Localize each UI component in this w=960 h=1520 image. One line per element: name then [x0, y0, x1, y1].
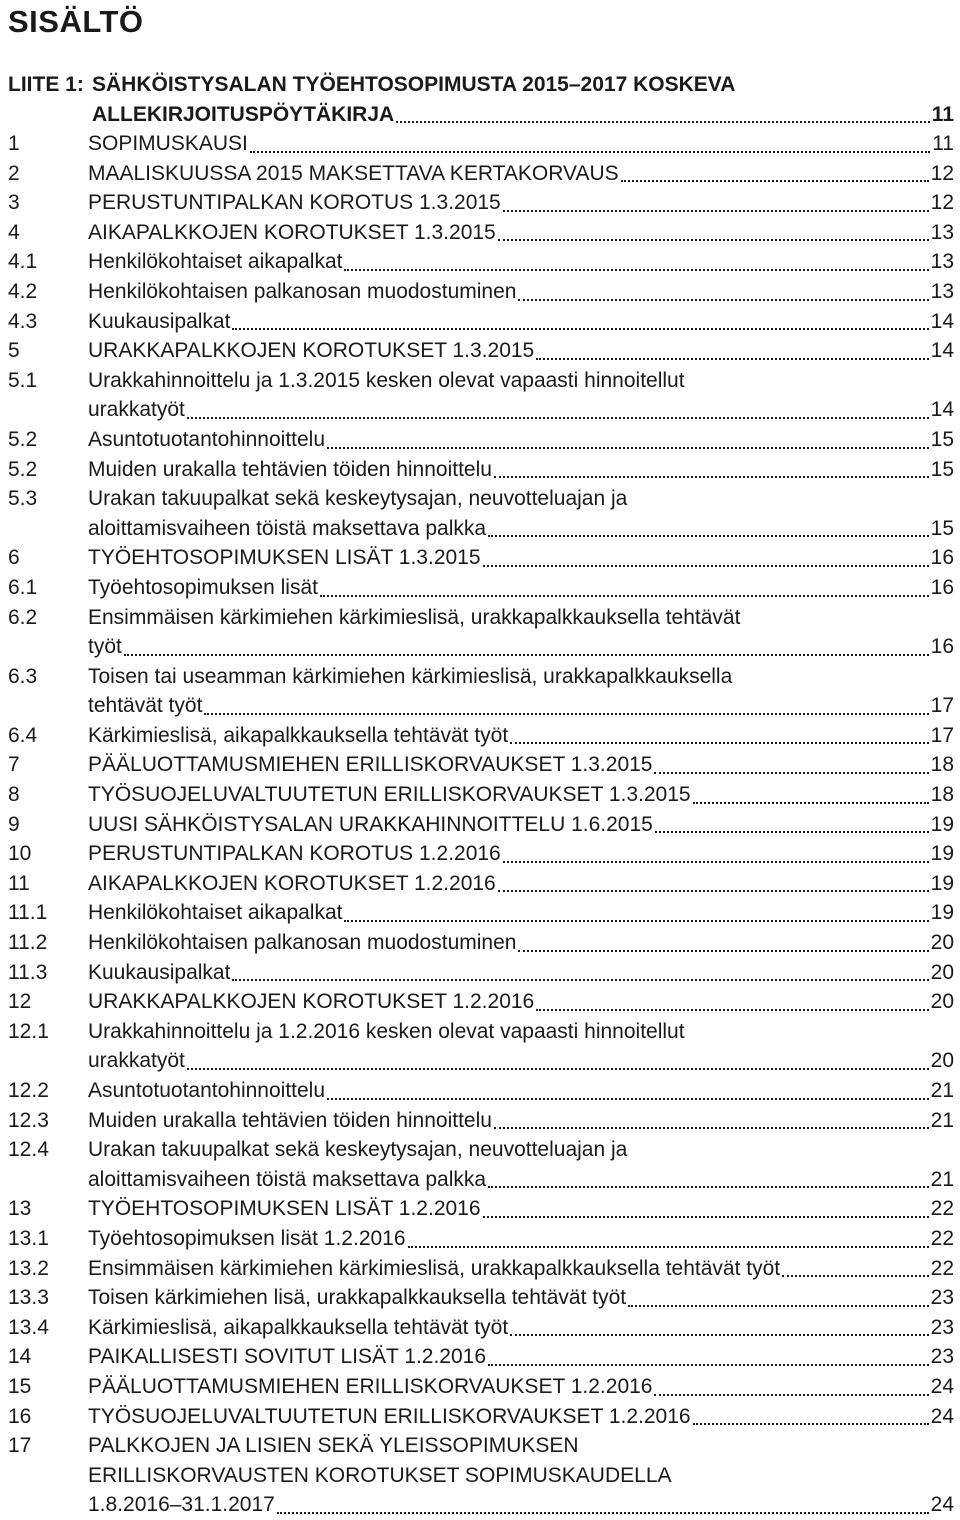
toc-page-number: 13	[930, 279, 954, 303]
toc-entry-title: Asuntotuotantohinnoittelu	[88, 427, 326, 451]
toc-entry-title: PERUSTUNTIPALKAN KOROTUS 1.2.2016	[88, 842, 501, 866]
toc-entry[interactable]	[8, 1283, 954, 1313]
toc-entry[interactable]	[8, 455, 954, 485]
toc-entry-number: 16	[8, 1404, 32, 1428]
toc-page-number: 20	[930, 960, 954, 984]
dot-leader	[498, 890, 929, 892]
page-title: SISÄLTÖ	[8, 4, 144, 39]
table-of-contents	[8, 129, 954, 1520]
toc-entry-number: 4.3	[8, 309, 38, 333]
toc-entry-title: Urakan takuupalkat sekä keskeytysajan, neuvotteluajan ja	[88, 1138, 628, 1162]
toc-page-number: 15	[930, 427, 954, 451]
toc-entry[interactable]	[8, 839, 954, 869]
toc-entry[interactable]	[8, 987, 954, 1017]
dot-leader	[327, 1098, 929, 1100]
toc-page-number: 22	[930, 1256, 954, 1280]
toc-page-number: 16	[930, 546, 954, 570]
toc-entry-number: 5.3	[8, 487, 38, 511]
toc-entry-title: PAIKALLISESTI SOVITUT LISÄT 1.2.2016	[88, 1345, 487, 1369]
dot-leader	[187, 417, 929, 419]
toc-page-number: 19	[930, 871, 954, 895]
toc-page-number: 13	[930, 220, 954, 244]
dot-leader	[494, 1127, 929, 1129]
toc-entry-title: 1.8.2016–31.1.2017	[88, 1493, 275, 1517]
toc-entry-title: Toisen tai useamman kärkimiehen kärkimieslisä, urakkapalkkauksella	[88, 664, 733, 688]
toc-entry[interactable]	[8, 958, 954, 988]
dot-leader	[408, 1246, 929, 1248]
toc-page-number: 13	[930, 250, 954, 274]
dot-leader	[654, 1394, 928, 1396]
toc-entry[interactable]	[8, 484, 954, 543]
toc-entry-number: 6.2	[8, 605, 38, 629]
toc-entry[interactable]	[8, 543, 954, 573]
toc-page-number: 23	[930, 1315, 954, 1339]
dot-leader	[250, 151, 930, 153]
toc-page-number: 17	[930, 723, 954, 747]
toc-page-number: 22	[930, 1197, 954, 1221]
toc-entry-title: Muiden urakalla tehtävien töiden hinnoittelu	[88, 457, 492, 481]
dot-leader	[344, 269, 928, 271]
toc-entry-title: Kärkimieslisä, aikapalkkauksella tehtävät työt	[88, 723, 509, 747]
toc-entry[interactable]	[8, 336, 954, 366]
toc-page-number: 24	[930, 1493, 954, 1517]
toc-page-number: 21	[930, 1167, 954, 1191]
toc-entry-title: Henkilökohtaisen palkanosan muodostuminen	[88, 279, 517, 303]
toc-entry-title: Urakkahinnoittelu ja 1.2.2016 kesken olevat vapaasti hinnoitellut	[88, 1019, 685, 1043]
dot-leader	[327, 447, 929, 449]
toc-entry-number: 11.1	[8, 901, 48, 925]
dot-leader	[344, 920, 928, 922]
toc-entry[interactable]	[8, 247, 954, 277]
toc-entry-number: 13.3	[8, 1286, 49, 1310]
dot-leader	[320, 595, 929, 597]
dot-leader	[396, 121, 930, 123]
toc-entry-title: tehtävät työt	[88, 694, 203, 718]
toc-entry[interactable]	[8, 1402, 954, 1432]
toc-page-number: 16	[930, 635, 954, 659]
toc-entry[interactable]	[8, 188, 954, 218]
dot-leader	[232, 979, 928, 981]
toc-entry-title: työt	[88, 635, 122, 659]
toc-entry-number: 6	[8, 546, 20, 570]
toc-entry-title: PERUSTUNTIPALKAN KOROTUS 1.3.2015	[88, 191, 501, 215]
toc-entry-title: URAKKAPALKKOJEN KOROTUKSET 1.3.2015	[88, 339, 535, 363]
toc-entry-number: 9	[8, 812, 20, 836]
toc-page-number: 18	[930, 753, 954, 777]
toc-entry[interactable]	[8, 721, 954, 751]
toc-page-number: 16	[930, 575, 954, 599]
toc-entry[interactable]	[8, 869, 954, 899]
toc-entry[interactable]	[8, 1106, 954, 1136]
toc-entry-number: 12.3	[8, 1108, 49, 1132]
toc-entry-title: Kärkimieslisä, aikapalkkauksella tehtävät työt	[88, 1315, 509, 1339]
dot-leader	[621, 180, 929, 182]
toc-entry[interactable]	[8, 1135, 954, 1194]
dot-leader	[536, 1009, 928, 1011]
toc-entry-title: PÄÄLUOTTAMUSMIEHEN ERILLISKORVAUKSET 1.2.2016	[88, 1374, 653, 1398]
toc-entry-number: 10	[8, 842, 32, 866]
toc-entry-number: 13	[8, 1197, 32, 1221]
toc-entry-number: 13.2	[8, 1256, 49, 1280]
toc-entry-title: PALKKOJEN JA LISIEN SEKÄ YLEISSOPIMUKSEN	[88, 1434, 579, 1458]
toc-entry[interactable]	[8, 1194, 954, 1224]
dot-leader	[693, 802, 929, 804]
toc-page-number: 14	[930, 339, 954, 363]
toc-page-number: 15	[930, 516, 954, 540]
dot-leader	[628, 1305, 929, 1307]
dot-leader	[483, 565, 929, 567]
toc-entry-title: Kuukausipalkat	[88, 960, 231, 984]
toc-entry-number: 6.1	[8, 575, 38, 599]
dot-leader	[782, 1275, 929, 1277]
toc-entry[interactable]	[8, 1372, 954, 1402]
toc-entry[interactable]	[8, 277, 954, 307]
toc-entry-title: URAKKAPALKKOJEN KOROTUKSET 1.2.2016	[88, 990, 535, 1014]
toc-entry-title: Henkilökohtaiset aikapalkat	[88, 901, 343, 925]
toc-entry-number: 6.3	[8, 664, 38, 688]
toc-entry-number: 11.2	[8, 931, 48, 955]
toc-entry-number: 17	[8, 1434, 32, 1458]
dot-leader	[498, 239, 929, 241]
toc-entry[interactable]	[8, 662, 954, 721]
toc-entry[interactable]	[8, 218, 954, 248]
toc-entry-title: urakkatyöt	[88, 398, 185, 422]
toc-entry-number: 11.3	[8, 960, 48, 984]
toc-entry-title: Muiden urakalla tehtävien töiden hinnoittelu	[88, 1108, 492, 1132]
dot-leader	[503, 210, 929, 212]
toc-entry-title: Henkilökohtaiset aikapalkat	[88, 250, 343, 274]
toc-page-number: 22	[930, 1226, 954, 1250]
toc-entry-number: 8	[8, 783, 20, 807]
toc-entry-title: UUSI SÄHKÖISTYSALAN URAKKAHINNOITTELU 1.6.2015	[88, 812, 653, 836]
toc-entry[interactable]	[8, 1254, 954, 1284]
toc-entry-title: Kuukausipalkat	[88, 309, 231, 333]
toc-entry[interactable]	[8, 366, 954, 425]
toc-page-number: 19	[930, 901, 954, 925]
toc-entry-number: 1	[8, 132, 20, 155]
dot-leader	[518, 950, 928, 952]
toc-entry-title: Urakan takuupalkat sekä keskeytysajan, neuvotteluajan ja	[88, 487, 628, 511]
toc-page-number: 24	[930, 1374, 954, 1398]
toc-entry[interactable]	[8, 159, 954, 189]
toc-entry[interactable]	[8, 603, 954, 662]
toc-appendix-entry[interactable]	[8, 70, 954, 129]
toc-entry-number: 7	[8, 753, 20, 777]
toc-page-number: 17	[930, 694, 954, 718]
toc-entry-title: Työehtosopimuksen lisät	[88, 575, 318, 599]
toc-entry-number: 13.1	[8, 1226, 49, 1250]
toc-entry-title: Asuntotuotantohinnoittelu	[88, 1079, 326, 1102]
dot-leader	[503, 861, 929, 863]
toc-entry-title: TYÖEHTOSOPIMUKSEN LISÄT 1.2.2016	[88, 1197, 481, 1221]
toc-page-number: 12	[930, 161, 954, 185]
dot-leader	[488, 535, 929, 537]
toc-entry-number: 11	[8, 871, 30, 895]
dot-leader	[488, 1364, 929, 1366]
toc-entry[interactable]	[8, 1342, 954, 1372]
toc-entry[interactable]	[8, 780, 954, 810]
toc-entry-number: 12.2	[8, 1079, 49, 1102]
toc-entry[interactable]	[8, 1017, 954, 1076]
toc-page-number: 14	[930, 309, 954, 333]
toc-entry[interactable]	[8, 810, 954, 840]
toc-page-number: 11	[932, 132, 954, 155]
toc-entry-number: 5.2	[8, 457, 38, 481]
toc-entry-number: 12	[8, 990, 32, 1014]
dot-leader	[510, 1334, 928, 1336]
toc-entry-number: 15	[8, 1374, 32, 1398]
toc-entry-title: Ensimmäisen kärkimiehen kärkimieslisä, urakkapalkkauksella tehtävät	[88, 605, 741, 629]
toc-entry[interactable]	[8, 129, 954, 159]
toc-page-number: 14	[930, 398, 954, 422]
toc-entry[interactable]	[8, 898, 954, 928]
toc-entry-title: urakkatyöt	[88, 1049, 185, 1073]
toc-entry-title: Toisen kärkimiehen lisä, urakkapalkkauksella tehtävät työt	[88, 1286, 627, 1310]
toc-entry[interactable]	[8, 573, 954, 603]
toc-entry-title: TYÖSUOJELUVALTUUTETUN ERILLISKORVAUKSET 1.2.2016	[88, 1404, 691, 1428]
dot-leader	[510, 742, 928, 744]
toc-entry-number: 4.1	[8, 250, 38, 274]
appendix-number: LIITE 1:	[8, 73, 84, 96]
toc-entry-title: Työehtosopimuksen lisät 1.2.2016	[88, 1226, 406, 1250]
toc-entry-title: Ensimmäisen kärkimiehen kärkimieslisä, urakkapalkkauksella tehtävät työt	[88, 1256, 781, 1280]
toc-entry-title: AIKAPALKKOJEN KOROTUKSET 1.2.2016	[88, 871, 496, 895]
toc-entry-number: 4	[8, 220, 20, 244]
toc-entry-number: 12.1	[8, 1019, 49, 1043]
toc-entry-title: AIKAPALKKOJEN KOROTUKSET 1.3.2015	[88, 220, 496, 244]
toc-entry[interactable]	[8, 1224, 954, 1254]
toc-entry-title: SOPIMUSKAUSI	[88, 132, 248, 155]
toc-entry-number: 4.2	[8, 279, 38, 303]
toc-page-number: 21	[930, 1108, 954, 1132]
toc-page-number: 20	[930, 931, 954, 955]
dot-leader	[693, 1423, 929, 1425]
toc-page-number: 15	[930, 457, 954, 481]
dot-leader	[204, 713, 928, 715]
toc-entry-number: 6.4	[8, 723, 38, 747]
toc-entry[interactable]	[8, 750, 954, 780]
toc-page-number: 23	[930, 1286, 954, 1310]
dot-leader	[187, 1068, 929, 1070]
toc-entry-title: TYÖEHTOSOPIMUKSEN LISÄT 1.3.2015	[88, 546, 481, 570]
toc-entry[interactable]	[8, 307, 954, 337]
toc-entry[interactable]	[8, 928, 954, 958]
dot-leader	[232, 328, 928, 330]
toc-entry[interactable]	[8, 1076, 954, 1106]
dot-leader	[488, 1186, 929, 1188]
toc-entry-title: aloittamisvaiheen töistä maksettava palkka	[88, 516, 487, 540]
dot-leader	[483, 1216, 929, 1218]
dot-leader	[277, 1512, 929, 1514]
toc-page-number: 24	[930, 1404, 954, 1428]
appendix-page-number: 11	[931, 102, 954, 126]
dot-leader	[536, 358, 928, 360]
toc-entry-title: MAALISKUUSSA 2015 MAKSETTAVA KERTAKORVAUS	[88, 161, 619, 185]
toc-entry-title: ERILLISKORVAUSTEN KOROTUKSET SOPIMUSKAUDELLA	[88, 1463, 672, 1487]
dot-leader	[124, 654, 929, 656]
toc-entry-number: 5.2	[8, 427, 38, 451]
toc-entry-title: Urakkahinnoittelu ja 1.3.2015 kesken olevat vapaasti hinnoitellut	[88, 368, 685, 392]
dot-leader	[518, 299, 928, 301]
toc-entry[interactable]	[8, 425, 954, 455]
toc-entry-number: 13.4	[8, 1315, 49, 1339]
toc-entry-number: 5.1	[8, 368, 38, 392]
appendix-title-line1: SÄHKÖISTYSALAN TYÖEHTOSOPIMUSTA 2015–2017 KOSKEVA	[92, 73, 736, 96]
toc-page-number: 12	[930, 191, 954, 215]
toc-page-number: 20	[930, 990, 954, 1014]
dot-leader	[655, 831, 929, 833]
toc-entry-number: 5	[8, 339, 20, 363]
toc-page-number: 23	[930, 1345, 954, 1369]
dot-leader	[494, 476, 929, 478]
toc-entry-number: 2	[8, 161, 20, 185]
toc-page-number: 21	[930, 1079, 954, 1102]
toc-entry[interactable]	[8, 1431, 954, 1520]
toc-entry-title: Henkilökohtaisen palkanosan muodostuminen	[88, 931, 517, 955]
toc-entry-number: 12.4	[8, 1138, 49, 1162]
dot-leader	[654, 772, 928, 774]
toc-entry-title: PÄÄLUOTTAMUSMIEHEN ERILLISKORVAUKSET 1.3.2015	[88, 753, 653, 777]
toc-page-number: 20	[930, 1049, 954, 1073]
appendix-title-line2: ALLEKIRJOITUSPÖYTÄKIRJA	[92, 102, 395, 126]
toc-page-number: 19	[930, 812, 954, 836]
toc-entry[interactable]	[8, 1313, 954, 1343]
toc-entry-title: TYÖSUOJELUVALTUUTETUN ERILLISKORVAUKSET 1.3.2015	[88, 783, 691, 807]
toc-page-number: 19	[930, 842, 954, 866]
toc-entry-title: aloittamisvaiheen töistä maksettava palkka	[88, 1167, 487, 1191]
toc-page-number: 18	[930, 783, 954, 807]
toc-entry-number: 14	[8, 1345, 32, 1369]
toc-entry-number: 3	[8, 191, 20, 215]
